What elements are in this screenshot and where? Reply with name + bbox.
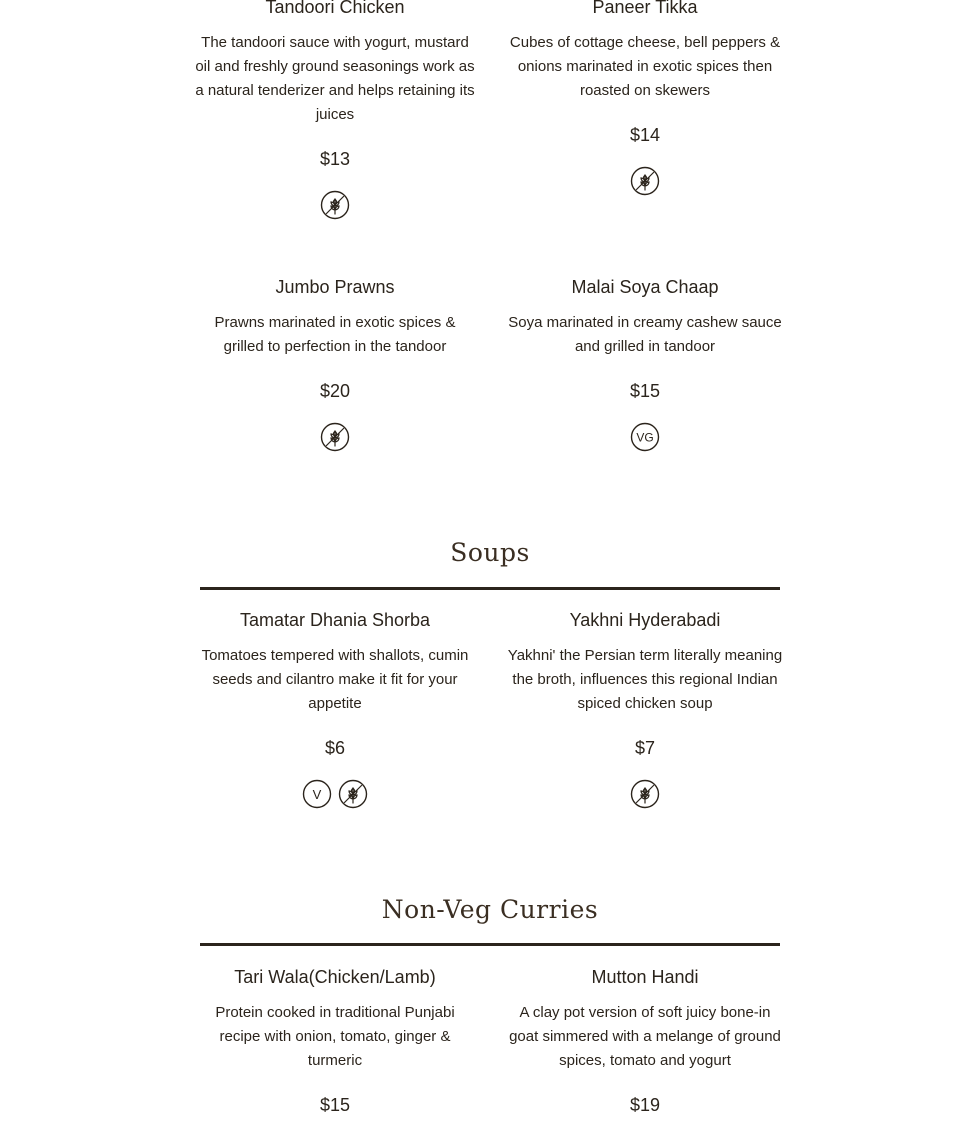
item-description: Cubes of cottage cheese, bell peppers & onions marinated in exotic spices then roasted on skewers [509,34,781,99]
item-name: Tamatar Dhania Shorba [239,610,431,630]
menu-item [195,608,475,809]
menu-item [195,965,475,1117]
item-price: $19 [629,1095,661,1115]
menu-item [505,275,785,452]
item-description: Protein cooked in traditional Punjabi recipe with onion, tomato, ginger & turmeric [215,1004,455,1069]
item-name: Paneer Tikka [592,0,698,17]
vegan-icon-label: VG [636,430,654,445]
dietary-icons [195,190,475,220]
dietary-icons [195,422,475,452]
item-name: Yakhni Hyderabadi [569,610,721,630]
vegetarian-icon [302,779,332,809]
dietary-icons [195,779,475,809]
vegetarian-icon-label: V [312,787,322,802]
section-title-non-veg-curries: Non-Veg Curries [381,895,599,924]
item-name: Mutton Handi [591,967,699,987]
gluten-free-icon [338,779,368,809]
item-price: $15 [319,1095,351,1115]
item-name: Tandoori Chicken [265,0,405,17]
dietary-icons [505,166,785,196]
item-description: Yakhni' the Persian term literally meaning the broth, influences this regional Indian spiced chicken soup [507,647,783,712]
menu-item [195,275,475,452]
menu-item [505,0,785,196]
menu-item [505,965,785,1117]
vegan-icon [630,422,660,452]
gluten-free-icon [630,166,660,196]
item-price: $7 [634,738,656,758]
dietary-icons [505,422,785,452]
gluten-free-icon [320,190,350,220]
gluten-free-icon [630,779,660,809]
item-name: Jumbo Prawns [275,277,395,297]
item-description: Prawns marinated in exotic spices & grilled to perfection in the tandoor [214,314,456,355]
item-name: Tari Wala(Chicken/Lamb) [234,967,436,987]
item-price: $20 [319,381,351,401]
item-price: $14 [629,125,661,145]
dietary-icons [505,779,785,809]
menu-item [505,608,785,809]
item-description: Tomatoes tempered with shallots, cumin seeds and cilantro make it fit for your appetite [201,647,469,712]
section-title-soups: Soups [450,538,530,567]
item-description: Soya marinated in creamy cashew sauce and grilled in tandoor [508,314,782,355]
item-price: $15 [629,381,661,401]
section-divider [200,587,780,590]
item-price: $6 [324,738,346,758]
item-description: A clay pot version of soft juicy bone-in goat simmered with a melange of ground spices, tomato and yogurt [509,1004,781,1069]
item-name: Malai Soya Chaap [571,277,719,297]
gluten-free-icon [320,422,350,452]
item-description: The tandoori sauce with yogurt, mustard oil and freshly ground seasonings work as a natural tenderizer and helps retaining its juices [195,34,475,123]
menu-item [195,0,475,220]
section-divider [200,943,780,946]
item-price: $13 [319,149,351,169]
